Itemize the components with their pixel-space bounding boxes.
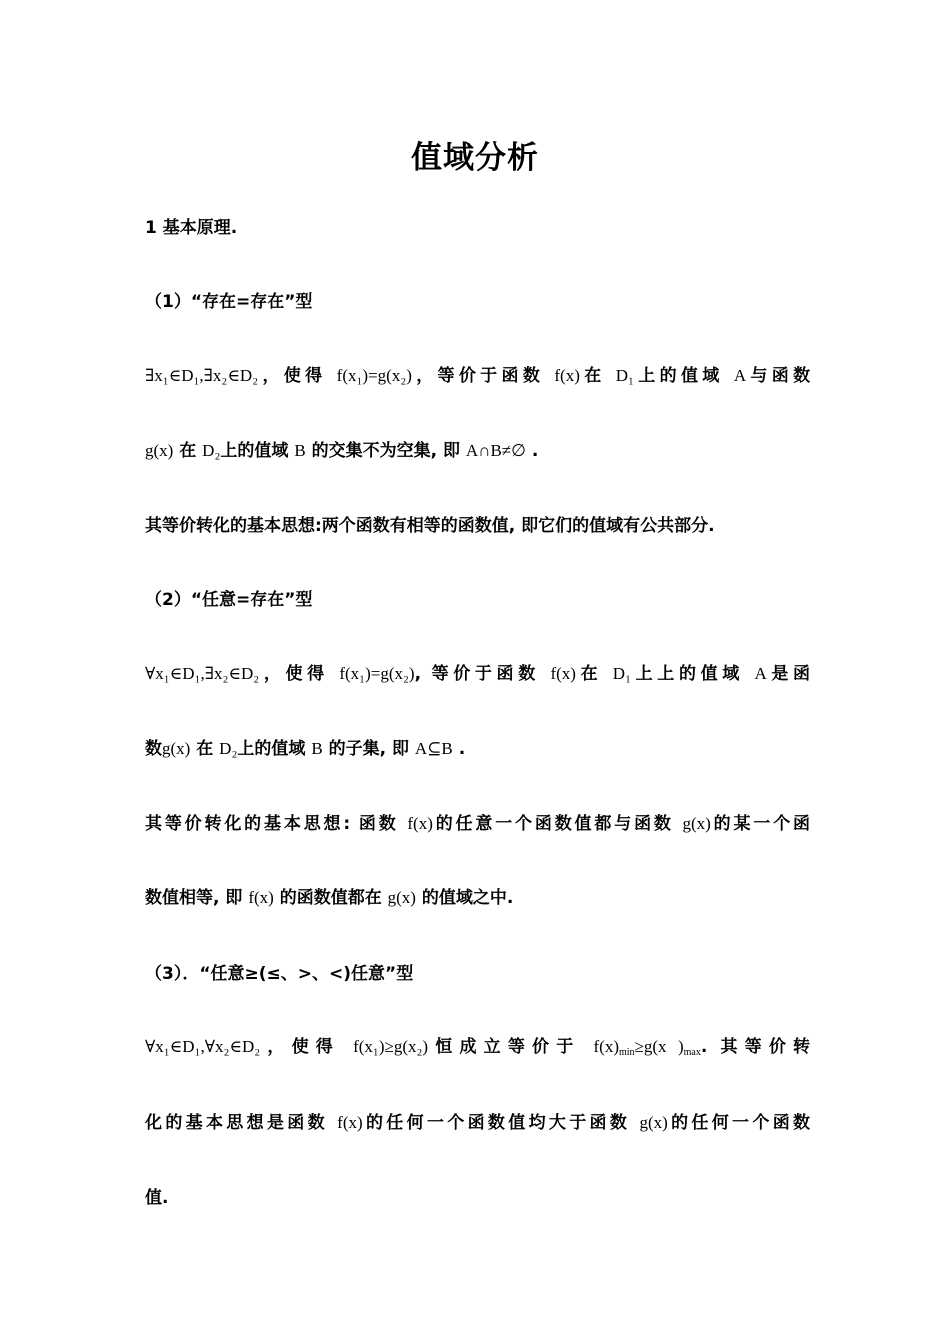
text-run: 在 <box>179 441 197 461</box>
text-run: 上上的值域 <box>631 664 744 684</box>
text-run: , 等价于函数 <box>414 664 540 684</box>
text-run: 数值相等, 即 <box>145 888 243 908</box>
text-run: 在 <box>579 366 606 386</box>
math-expression: ∀x₁∈D₁,∀x₂∈D₂ <box>145 1037 261 1056</box>
text-run: 化的基本思想是函数 <box>145 1113 328 1133</box>
text-run: 上的值域 <box>633 366 724 386</box>
math-expression: g(x) <box>639 1113 668 1132</box>
text-run: 的某一个函 <box>710 814 811 834</box>
case2-idea-line2 <box>145 886 810 910</box>
case3-statement-line3: 值. <box>145 1188 169 1208</box>
case1-heading: （1）“存在=存在”型 <box>145 292 313 312</box>
math-expression-part: f(x) <box>593 1037 619 1056</box>
text-run: 是函 <box>766 664 811 684</box>
case3-statement-line1 <box>145 1035 810 1059</box>
case2-idea-line1 <box>145 812 810 836</box>
text-run: ，使得 <box>260 1037 340 1057</box>
text-run: ，使得 <box>258 366 327 386</box>
text-run: 的交集不为空集, 即 <box>311 441 460 461</box>
math-expression: g(x) <box>145 441 174 460</box>
math-expression: f(x₁)=g(x₂) <box>339 664 415 683</box>
subscript-min: min <box>619 1047 635 1058</box>
math-expression: D₂ <box>219 739 238 758</box>
math-expression: f(x) <box>407 814 433 833</box>
case2-heading: （2）“任意=存在”型 <box>145 590 313 610</box>
math-expression: g(x) <box>387 888 416 907</box>
math-expression: f(x₁)≥g(x₂) <box>353 1037 429 1056</box>
math-expression <box>594 1037 701 1056</box>
section-heading: 1 基本原理. <box>145 218 238 238</box>
text-run: 的任意一个函数值都与函数 <box>432 814 674 834</box>
case1-statement-line1 <box>145 364 810 388</box>
text-run: 上的值域 <box>220 441 289 461</box>
math-expression: A∩B≠∅ <box>465 441 526 460</box>
math-expression: f(x) <box>550 664 576 683</box>
math-expression: g(x) <box>162 739 191 758</box>
text-run: 在 <box>196 739 214 759</box>
text-run: . 其等价转 <box>700 1037 811 1057</box>
text-run: ，等价于函数 <box>411 366 545 386</box>
case2-statement-line2 <box>145 737 810 761</box>
math-expression: A <box>733 366 747 385</box>
math-expression: f(x) <box>248 888 274 907</box>
math-expression: f(x₁)=g(x₂) <box>336 366 412 385</box>
math-expression: ∀x₁∈D₁,∃x₂∈D₂ <box>145 664 260 683</box>
text-run: 的函数值都在 <box>279 888 382 908</box>
text-run: 的值域之中. <box>421 888 514 908</box>
text-run: . <box>458 739 466 759</box>
math-expression-part: ≥g(x ) <box>634 1037 684 1056</box>
math-expression: A <box>754 664 767 683</box>
math-expression: f(x) <box>554 366 580 385</box>
math-expression: A⊆B <box>414 739 453 758</box>
math-expression: D₁ <box>612 664 632 683</box>
math-expression: D₂ <box>202 441 221 460</box>
case1-statement-line2 <box>145 439 810 463</box>
subscript-max: max <box>683 1047 701 1058</box>
text-run: 的任何一个函数 <box>667 1113 811 1133</box>
text-run: 与函数 <box>746 366 811 386</box>
document-title: 值域分析 <box>411 140 539 176</box>
text-run: 恒成立等价于 <box>428 1037 581 1057</box>
case3-heading: （3）．“任意≥(≤、>、<)任意”型 <box>145 964 414 984</box>
case2-statement-line1 <box>145 662 810 686</box>
text-run: 上的值域 <box>237 739 306 759</box>
text-run: 在 <box>575 664 603 684</box>
math-expression: D₁ <box>615 366 634 385</box>
text-run: 数 <box>145 739 162 759</box>
case3-statement-line2 <box>145 1111 810 1135</box>
text-run: . <box>531 441 539 461</box>
text-run: ，使得 <box>259 664 329 684</box>
text-run: 的任何一个函数值均大于函数 <box>362 1113 631 1133</box>
case1-idea: 其等价转化的基本思想:两个函数有相等的函数值, 即它们的值域有公共部分. <box>145 516 715 536</box>
math-expression: g(x) <box>682 814 711 833</box>
math-expression: B <box>294 441 306 460</box>
text-run: 的子集, 即 <box>328 739 409 759</box>
math-expression: ∃x₁∈D₁,∃x₂∈D₂ <box>145 366 259 385</box>
math-expression: B <box>311 739 323 758</box>
math-expression: f(x) <box>337 1113 363 1132</box>
text-run: 其等价转化的基本思想: 函数 <box>145 814 399 834</box>
